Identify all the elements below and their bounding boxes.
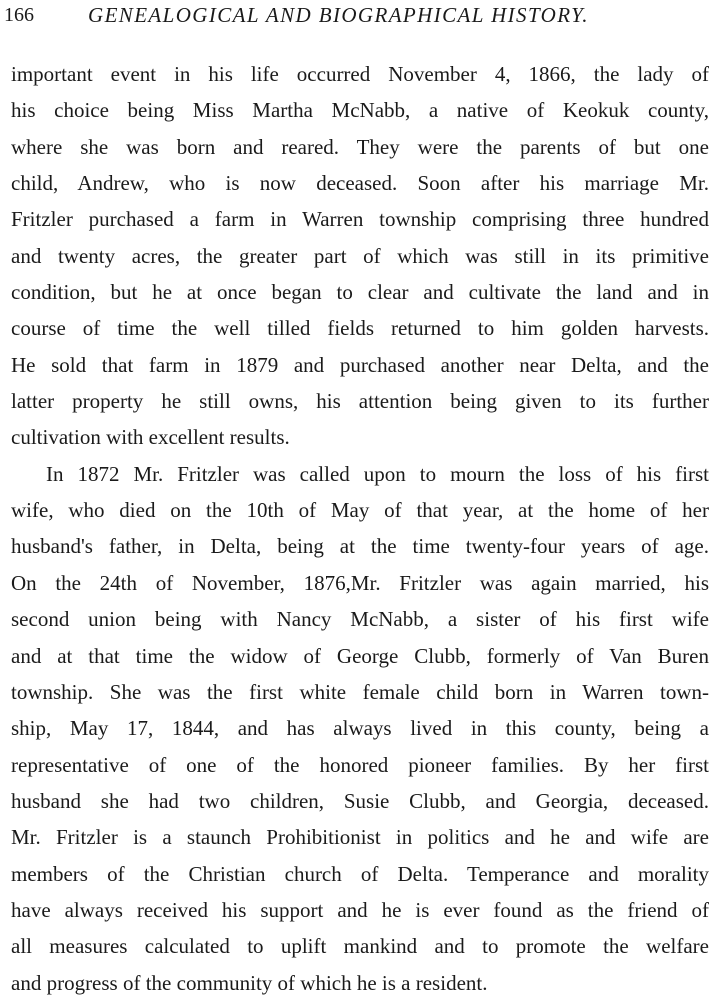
text-line: second union being with Nancy McNabb, a sister of his first wife [11,607,709,632]
text-line: members of the Christian church of Delta. Temperance and morality [11,861,709,886]
text-line: wife, who died on the 10th of May of that year, at the home of her [11,498,709,523]
text-line: have always received his support and he is ever found as the friend of [11,897,709,922]
text-line: and twenty acres, the greater part of which was still in its primitive [11,243,709,268]
text-line: representative of one of the honored pioneer families. By her first [11,752,709,777]
text-line: his choice being Miss Martha McNabb, a native of Keokuk county, [11,98,709,123]
text-line: On the 24th of November, 1876,Mr. Fritzler was again married, his [11,570,709,595]
text-line: Mr. Fritzler is a staunch Prohibitionist in politics and he and wife are [11,825,709,850]
text-line: ship, May 17, 1844, and has always lived in this county, being a [11,716,709,741]
paragraph-end-line: cultivation with excellent results. [11,425,290,450]
page-number: 166 [4,4,34,26]
text-line: important event in his life occurred November 4, 1866, the lady of [11,62,709,86]
body-text [11,56,709,1001]
text-line: condition, but he at once began to clear and cultivate the land and in [11,280,709,305]
running-head-title: GENEALOGICAL AND BIOGRAPHICAL HISTORY. [88,3,589,27]
text-line: course of time the well tilled fields returned to him golden harvests. [11,316,709,341]
text-line: husband's father, in Delta, being at the time twenty-four years of age. [11,534,709,559]
text-line: husband she had two children, Susie Clubb, and Georgia, deceased. [11,788,709,813]
text-line: Fritzler purchased a farm in Warren township comprising three hundred [11,207,709,232]
text-line: township. She was the first white female child born in Warren town- [11,679,709,704]
text-line: child, Andrew, who is now deceased. Soon after his marriage Mr. [11,171,709,196]
running-head [4,2,710,32]
paragraph-first-line: In 1872 Mr. Fritzler was called upon to mourn the loss of his first [46,461,709,486]
paragraph-end-line: and progress of the community of which he is a resident. [11,970,488,995]
text-line: where she was born and reared. They were the parents of but one [11,134,709,159]
text-line: latter property he still owns, his attention being given to its further [11,389,709,414]
text-line: He sold that farm in 1879 and purchased another near Delta, and the [11,352,709,377]
text-line: and at that time the widow of George Clubb, formerly of Van Buren [11,643,709,668]
text-line: all measures calculated to uplift mankind and to promote the welfare [11,934,709,959]
